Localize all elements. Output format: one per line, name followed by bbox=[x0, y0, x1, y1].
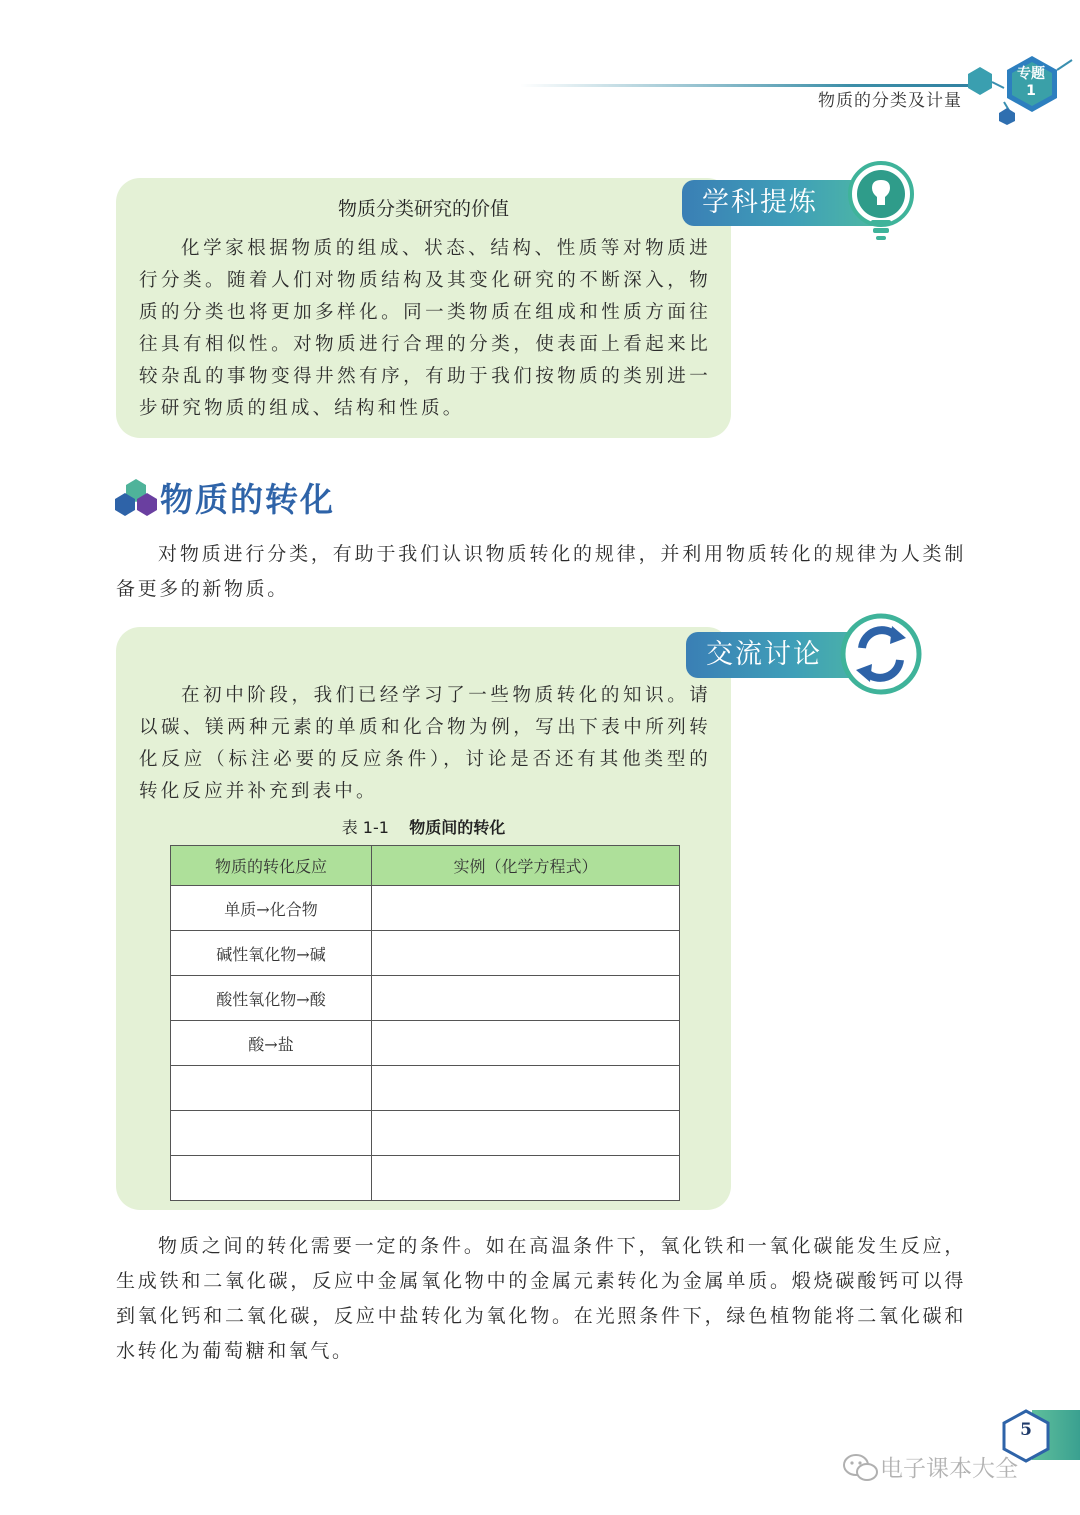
watermark-text: 电子课本大全 bbox=[880, 1456, 1018, 1482]
conditions-paragraph: 物质之间的转化需要一定的条件。如在高温条件下，氧化铁和一氧化碳能发生反应，生成铁和二氧化碳，反应中金属氧化物中的金属元素转化为金属单质。煅烧碳酸钙可以得到氧化钙和二氧化碳，反应中盐转化为氧化物。在光照条件下，绿色植物能将二氧化碳和水转化为葡萄糖和氧气。 bbox=[116, 1235, 966, 1362]
table-cell-reaction[interactable] bbox=[171, 1156, 372, 1201]
table-row bbox=[171, 976, 680, 1021]
table-cell-example[interactable] bbox=[372, 931, 680, 976]
table-caption bbox=[116, 815, 731, 838]
refresh-arrows-icon bbox=[840, 606, 922, 698]
table-cell-example[interactable] bbox=[372, 1066, 680, 1111]
table-cell-example[interactable] bbox=[372, 1021, 680, 1066]
table-cell-reaction[interactable] bbox=[171, 1111, 372, 1156]
table-cell-reaction: 酸性氧化物→酸 bbox=[171, 976, 372, 1021]
table-cell-reaction: 酸→盐 bbox=[171, 1021, 372, 1066]
subject-refine-label: 学科提炼 bbox=[682, 180, 882, 226]
table-header-row bbox=[171, 846, 680, 886]
summary-box-text: 化学家根据物质的组成、状态、结构、性质等对物质进行分类。随着人们对物质结构及其变化研究的不断深入，物质的分类也将更加多样化。同一类物质在组成和性质方面往往具有相似性。对物质进行合理的分类，使表面上看起来比较杂乱的事物变得井然有序，有助于我们按物质的类别进一步研究物质的组成、结构和性质。 bbox=[139, 238, 711, 419]
intro-paragraph: 对物质进行分类，有助于我们认识物质转化的规律，并利用物质转化的规律为人类制备更多的新物质。 bbox=[116, 543, 966, 600]
table-cell-reaction[interactable] bbox=[171, 1066, 372, 1111]
table-caption-title: 物质间的转化 bbox=[409, 818, 506, 837]
topic-badge bbox=[1003, 66, 1059, 100]
conversion-table bbox=[170, 845, 680, 1201]
table-cell-reaction: 单质→化合物 bbox=[171, 886, 372, 931]
table-row bbox=[171, 886, 680, 931]
lightbulb-icon bbox=[848, 158, 914, 244]
badge-number: 1 bbox=[1026, 83, 1036, 99]
table-row bbox=[171, 1156, 680, 1201]
summary-box-title: 物质分类研究的价值 bbox=[337, 198, 509, 220]
badge-label: 专题 bbox=[1017, 66, 1045, 82]
page-number: 5 bbox=[1020, 1420, 1032, 1440]
table-header-reaction: 物质的转化反应 bbox=[171, 846, 372, 886]
table-cell-example[interactable] bbox=[372, 1111, 680, 1156]
section-heading: 物质的转化 bbox=[160, 480, 335, 519]
discussion-label: 交流讨论 bbox=[686, 632, 882, 678]
table-cell-example[interactable] bbox=[372, 1156, 680, 1201]
discussion-text: 在初中阶段，我们已经学习了一些物质转化的知识。请以碳、镁两种元素的单质和化合物为例，写出下表中所列转化反应（标注必要的反应条件），讨论是否还有其他类型的转化反应并补充到表中。 bbox=[139, 685, 711, 802]
table-cell-example[interactable] bbox=[372, 976, 680, 1021]
wechat-icon bbox=[842, 1452, 880, 1484]
table-row bbox=[171, 1111, 680, 1156]
table-row bbox=[171, 1066, 680, 1111]
table-row bbox=[171, 1021, 680, 1066]
table-caption-number: 表 1-1 bbox=[341, 818, 389, 837]
hexagon-cluster-icon bbox=[114, 478, 158, 516]
table-header-example: 实例（化学方程式） bbox=[372, 846, 680, 886]
table-cell-reaction: 碱性氧化物→碱 bbox=[171, 931, 372, 976]
table-row bbox=[171, 931, 680, 976]
chapter-title: 物质的分类及计量 bbox=[818, 91, 962, 111]
table-cell-example[interactable] bbox=[372, 886, 680, 931]
